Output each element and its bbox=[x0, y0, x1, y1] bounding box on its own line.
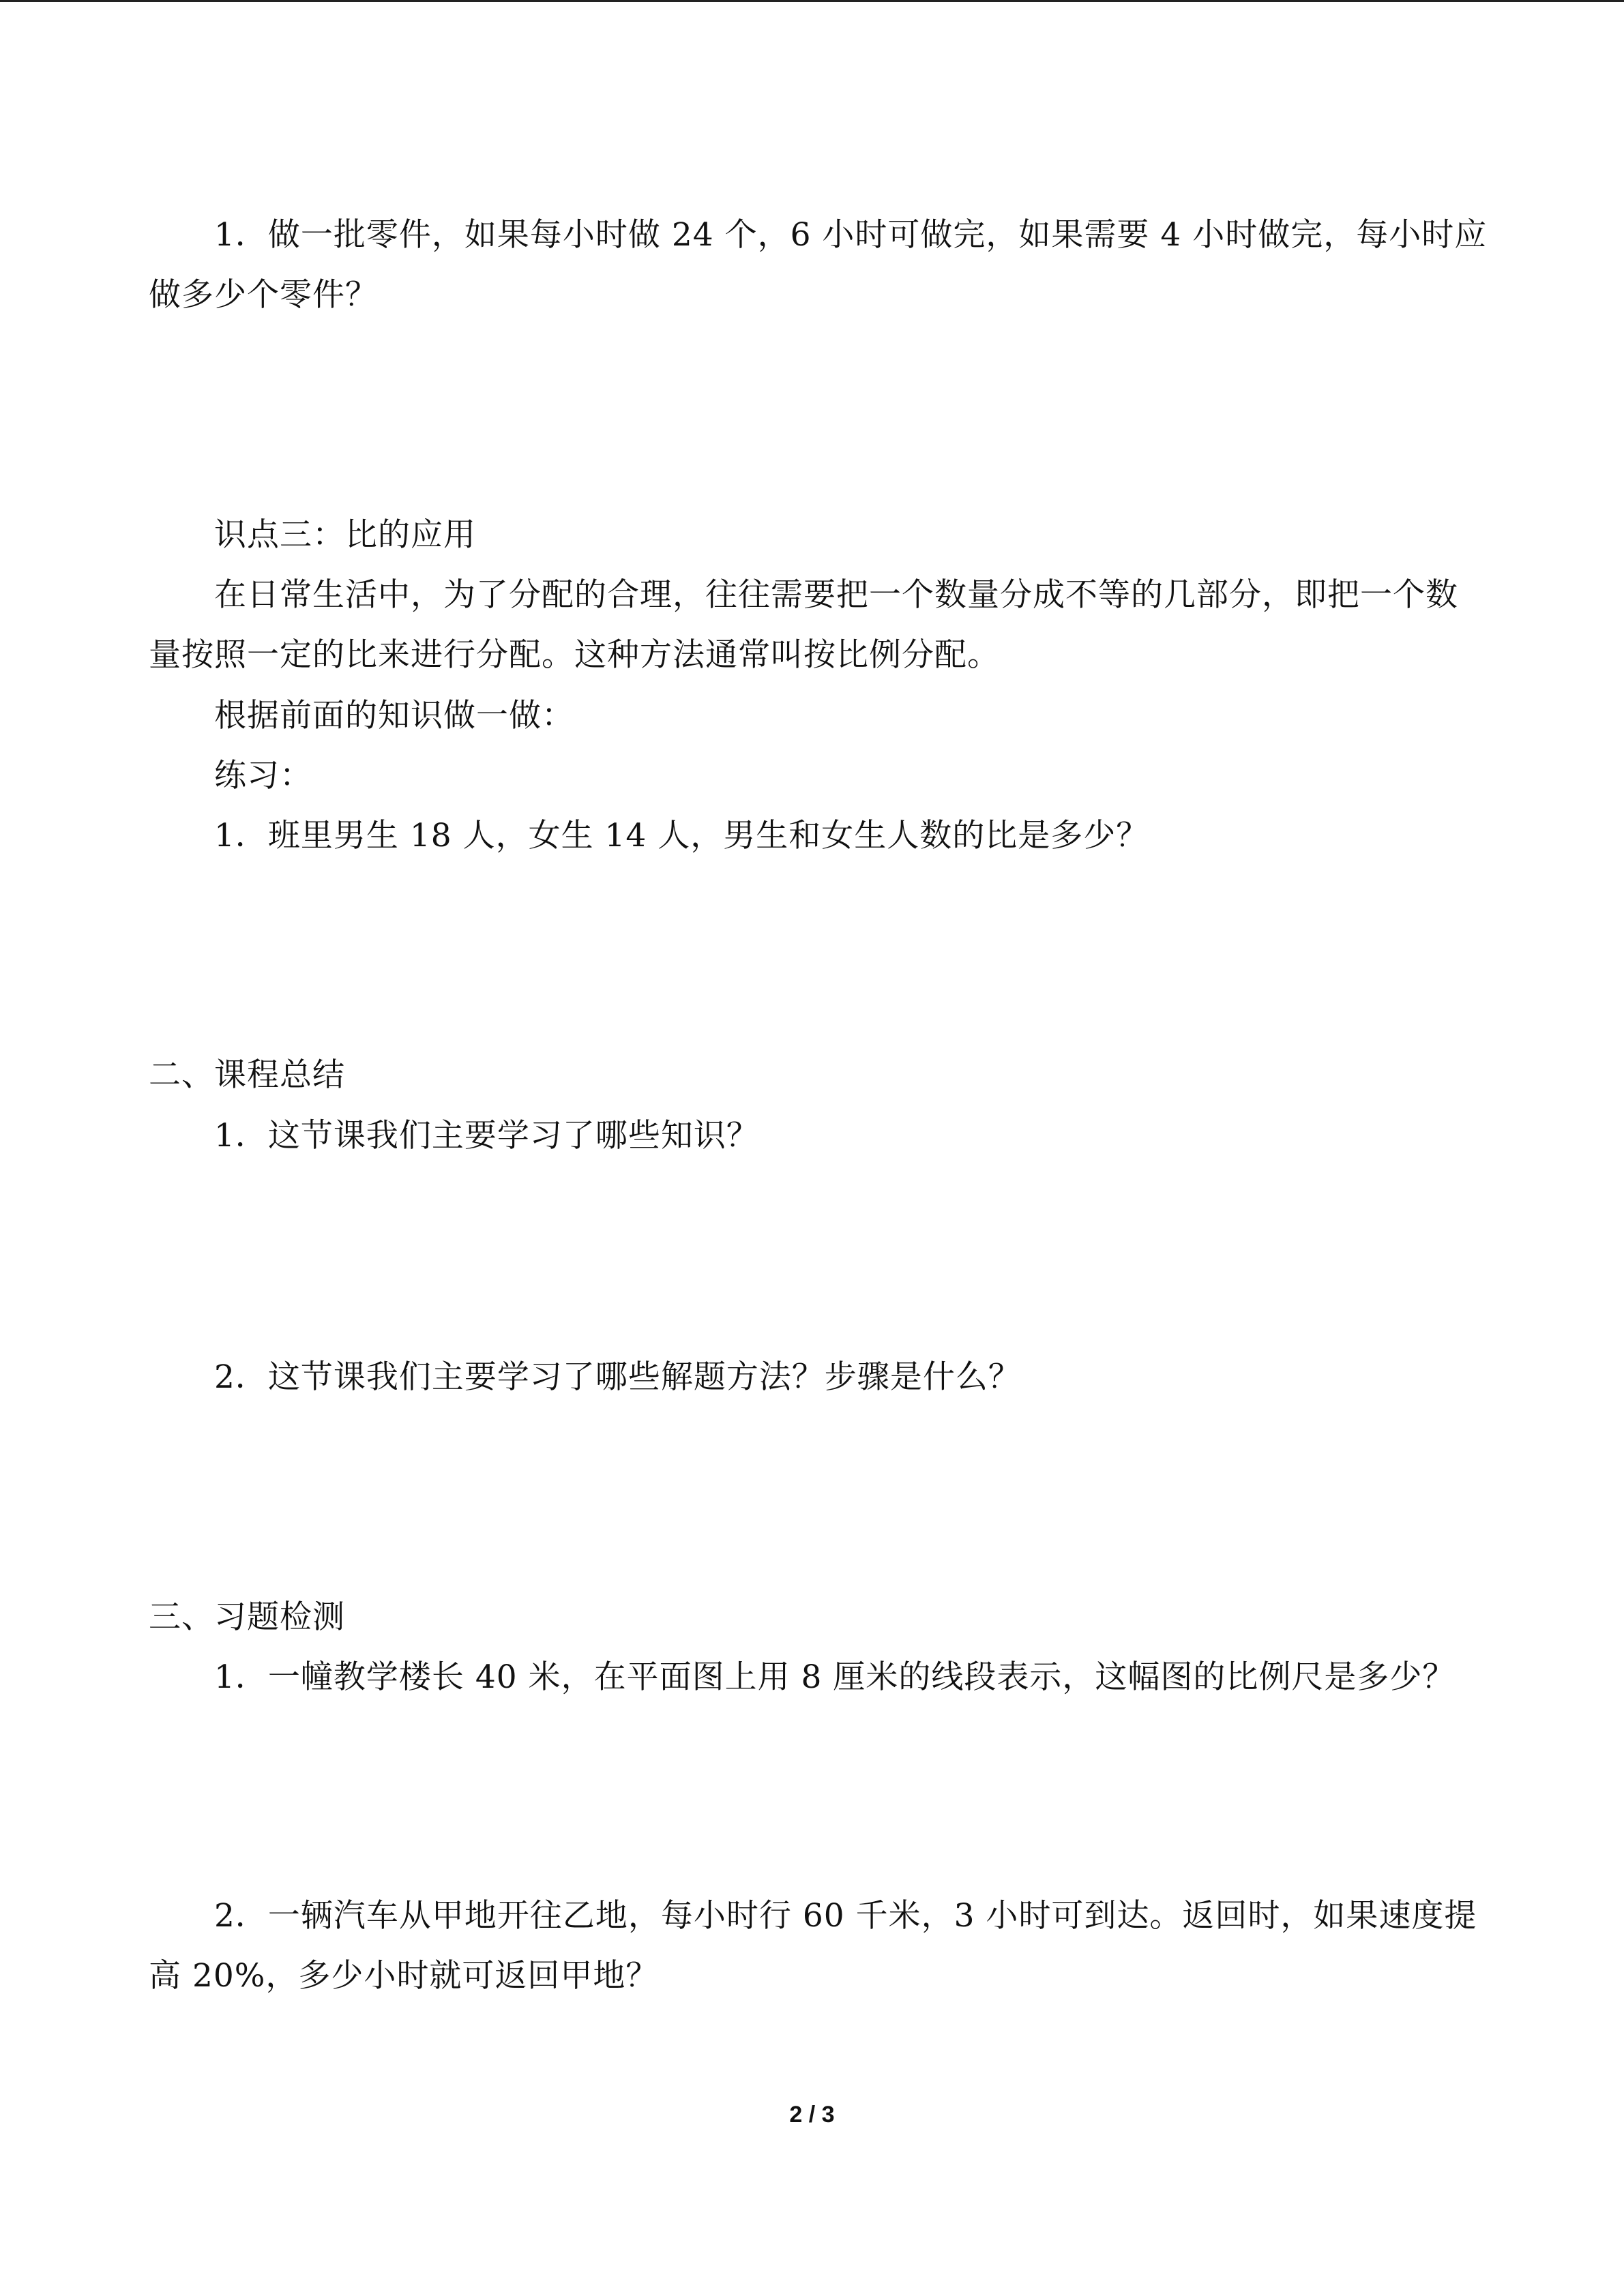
summary-question-2: 2．这节课我们主要学习了哪些解题方法？步骤是什么？ bbox=[214, 1358, 1021, 1396]
practice-question-1-line-2: 做多少个零件？ bbox=[149, 276, 378, 314]
page-number: 2 / 3 bbox=[789, 2102, 835, 2128]
exercise-label: 练习： bbox=[214, 757, 312, 794]
instruction-line: 根据前面的知识做一做： bbox=[214, 697, 574, 734]
section-heading-course-summary: 二、课程总结 bbox=[149, 1056, 345, 1094]
check-question-1: 1．一幢教学楼长 40 米，在平面图上用 8 厘米的线段表示，这幅图的比例尺是多少？ bbox=[214, 1658, 1456, 1696]
section-heading-knowledge-point-3: 识点三：比的应用 bbox=[214, 516, 476, 554]
top-border-line bbox=[0, 0, 1624, 2]
check-question-2-line-2: 高 20%，多少小时就可返回甲地？ bbox=[149, 1957, 659, 1995]
practice-question-1-line-1: 1．做一批零件，如果每小时做 24 个，6 小时可做完，如果需要 4 小时做完，每小时应 bbox=[214, 216, 1488, 254]
section-heading-exercise-check: 三、习题检测 bbox=[149, 1598, 345, 1636]
exercise-question-1: 1．班里男生 18 人，女生 14 人，男生和女生人数的比是多少？ bbox=[214, 817, 1149, 854]
paragraph-line-2: 量按照一定的比来进行分配。这种方法通常叫按比例分配。 bbox=[149, 636, 1000, 674]
check-question-2-line-1: 2．一辆汽车从甲地开往乙地，每小时行 60 千米，3 小时可到达。返回时，如果速度提 bbox=[214, 1897, 1477, 1935]
summary-question-1: 1．这节课我们主要学习了哪些知识？ bbox=[214, 1117, 759, 1154]
paragraph-line-1: 在日常生活中，为了分配的合理，往往需要把一个数量分成不等的几部分，即把一个数 bbox=[214, 576, 1458, 614]
